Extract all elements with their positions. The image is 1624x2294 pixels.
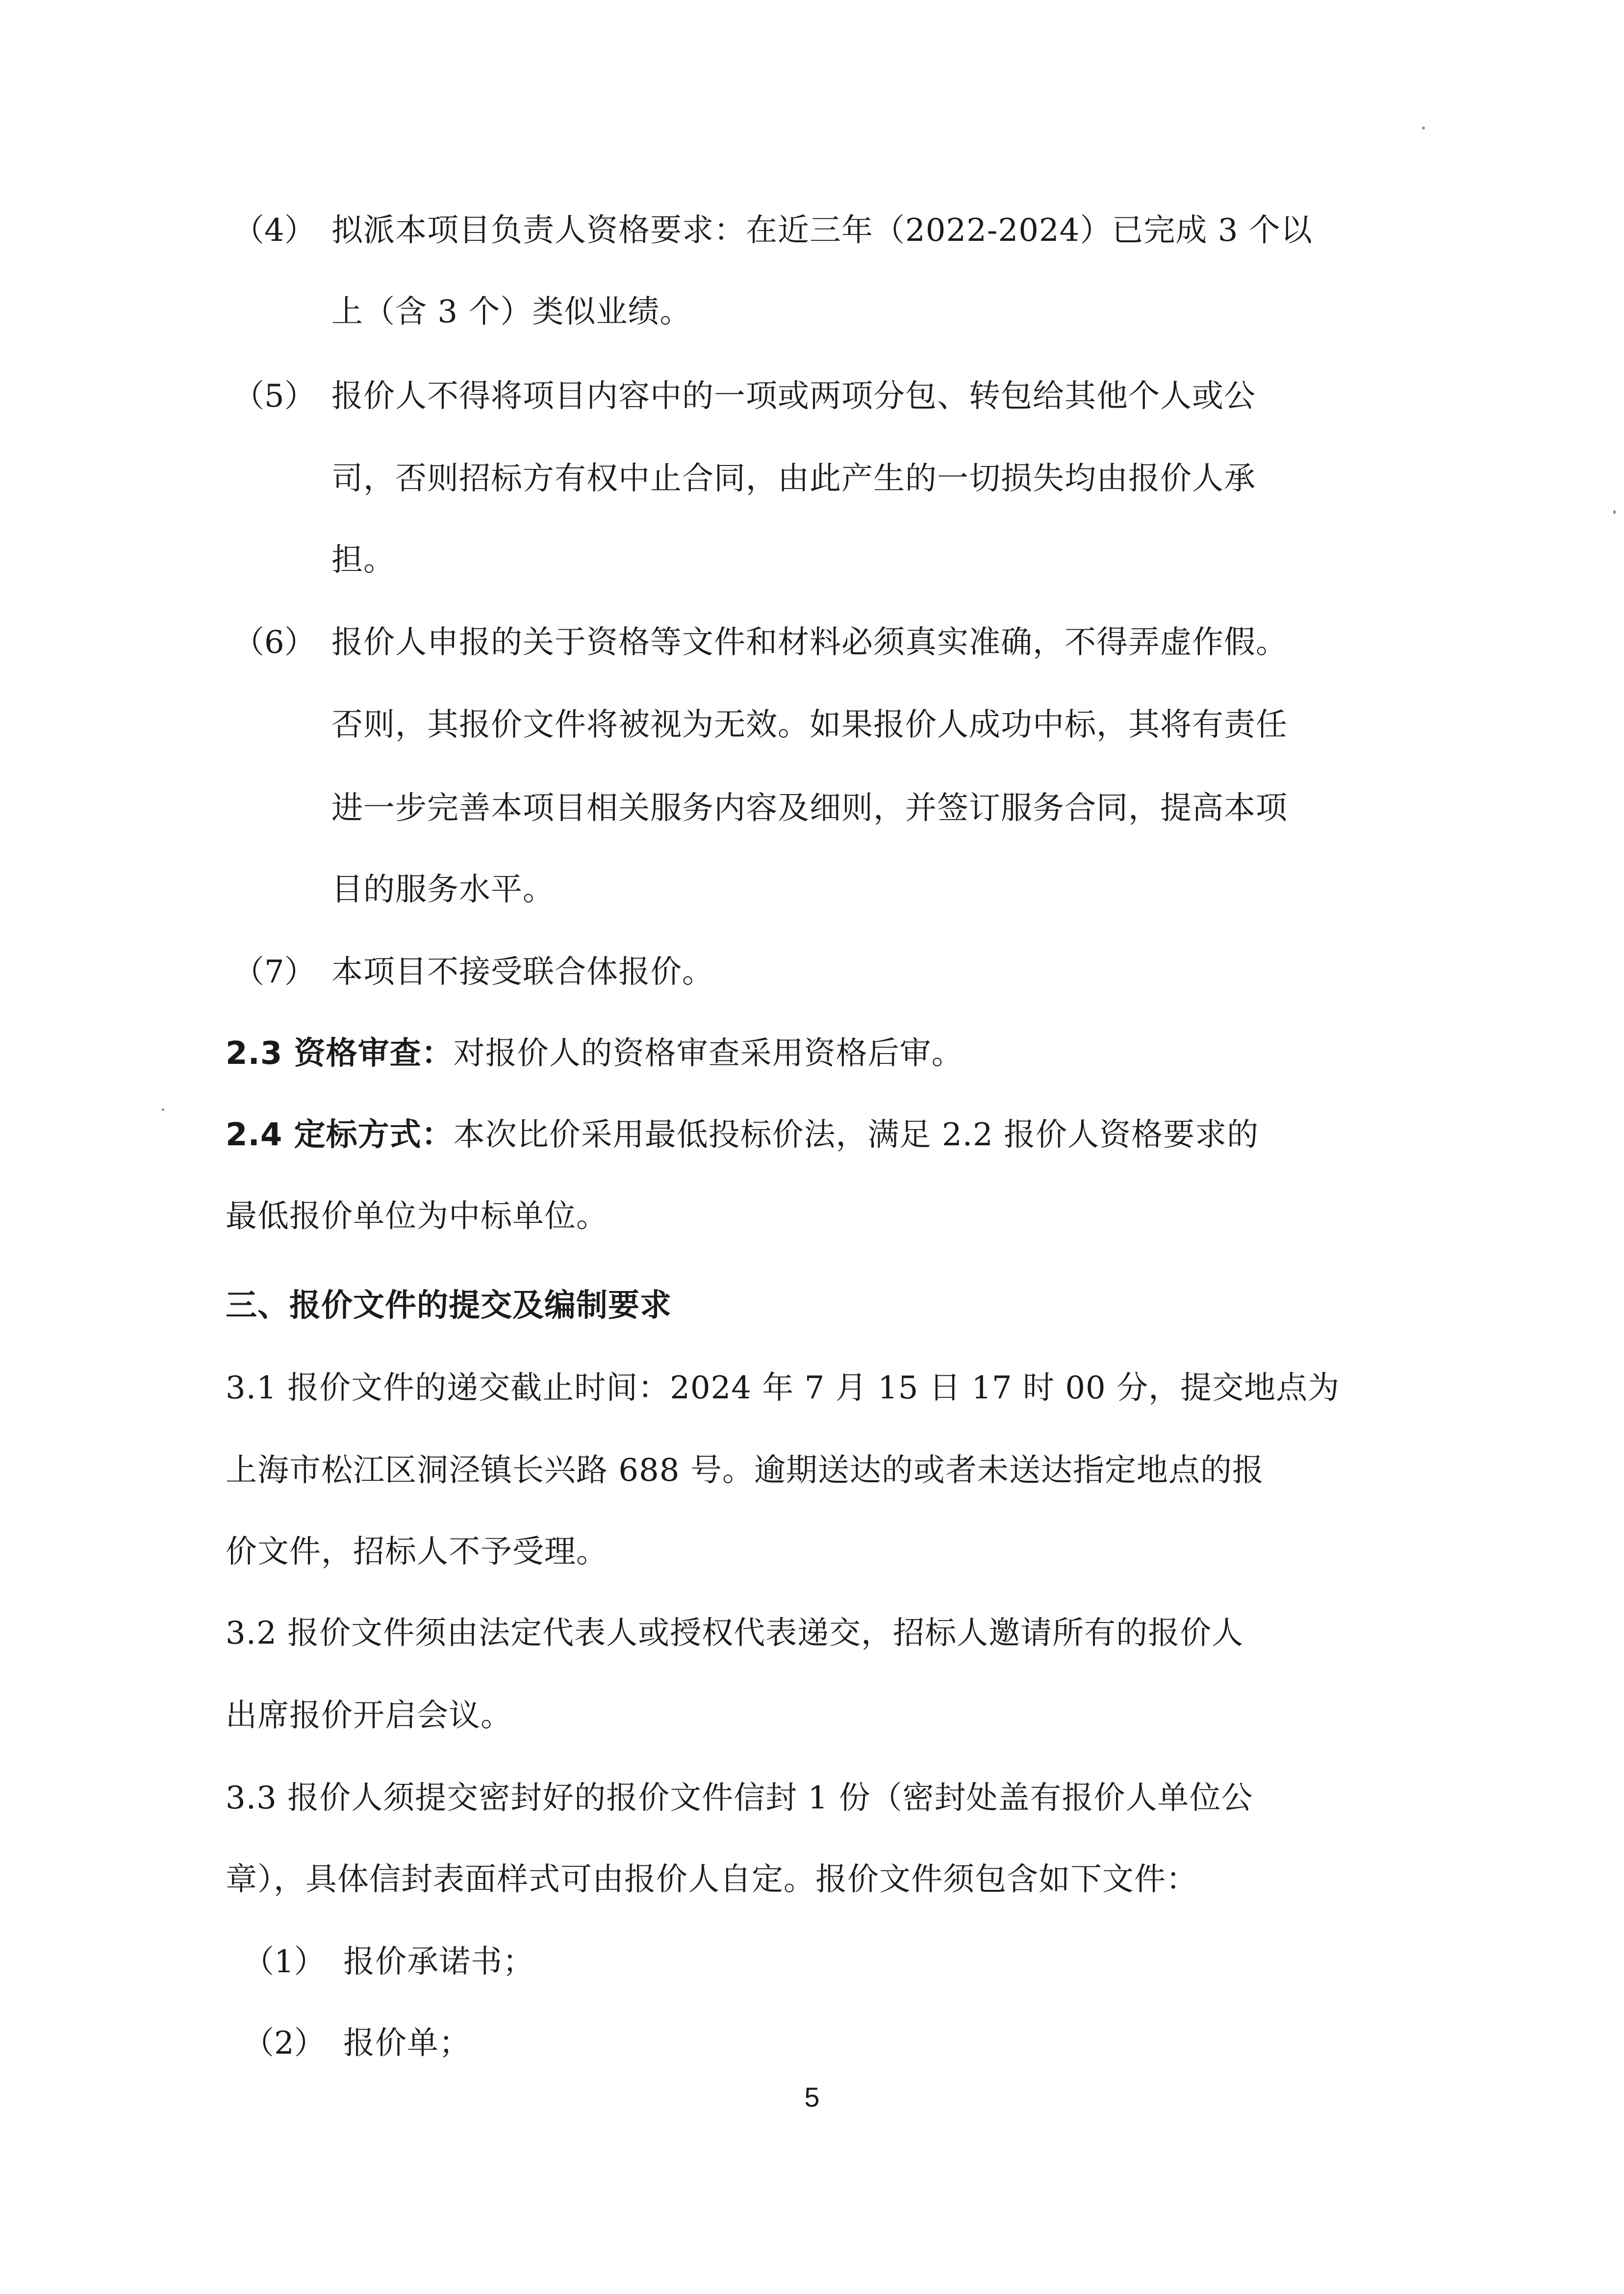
item-line: 报价人申报的关于资格等文件和材料必须真实准确，不得弄虚作假。 bbox=[331, 624, 1288, 661]
item-line: 进一步完善本项目相关服务内容及细则，并签订服务合同，提高本项 bbox=[331, 790, 1288, 826]
clause-line: 出席报价开启会议。 bbox=[226, 1698, 512, 1734]
list-number: （1） bbox=[243, 1944, 326, 1980]
list-item: 报价单； bbox=[343, 2025, 471, 2062]
item-line: 报价人不得将项目内容中的一项或两项分包、转包给其他个人或公 bbox=[331, 378, 1256, 414]
item-line: 拟派本项目负责人资格要求：在近三年（2022-2024）已完成 3 个以 bbox=[331, 212, 1313, 249]
item-number: （4） bbox=[233, 212, 316, 249]
list-number: （2） bbox=[243, 2025, 326, 2062]
item-number: （7） bbox=[233, 954, 316, 990]
clause-line: 3.2 报价文件须由法定代表人或授权代表递交，招标人邀请所有的报价人 bbox=[226, 1615, 1244, 1651]
clause-2-4 bbox=[226, 1111, 1259, 1159]
item-number: （5） bbox=[233, 378, 316, 414]
clause-text: 本次比价采用最低投标价法，满足 2.2 报价人资格要求的 bbox=[453, 1117, 1259, 1153]
clause-label: 2.3 资格审查： bbox=[226, 1035, 454, 1072]
clause-text: 对报价人的资格审查采用资格后审。 bbox=[453, 1035, 964, 1072]
clause-label: 2.4 定标方式： bbox=[226, 1117, 454, 1153]
item-line: 否则，其报价文件将被视为无效。如果报价人成功中标，其将有责任 bbox=[331, 707, 1288, 743]
clause-line: 最低报价单位为中标单位。 bbox=[226, 1198, 608, 1235]
clause-line: 3.1 报价文件的递交截止时间：2024 年 7 月 15 日 17 时 00 分，提交地点为 bbox=[226, 1370, 1340, 1406]
item-line: 目的服务水平。 bbox=[331, 872, 555, 908]
list-item: 报价承诺书； bbox=[343, 1944, 534, 1980]
section-heading: 三、报价文件的提交及编制要求 bbox=[226, 1288, 672, 1324]
item-line: 上（含 3 个）类似业绩。 bbox=[331, 294, 692, 330]
clause-line: 上海市松江区洞泾镇长兴路 688 号。逾期送达的或者未送达指定地点的报 bbox=[226, 1452, 1264, 1489]
clause-line: 章），具体信封表面样式可由报价人自定。报价文件须包含如下文件： bbox=[226, 1861, 1198, 1898]
scan-speck bbox=[1422, 127, 1425, 129]
clause-2-3 bbox=[226, 1030, 964, 1077]
clause-line: 价文件，招标人不予受理。 bbox=[226, 1534, 608, 1570]
item-line: 担。 bbox=[331, 542, 395, 578]
page-number: 5 bbox=[804, 2082, 820, 2113]
item-line: 本项目不接受联合体报价。 bbox=[331, 954, 714, 990]
item-number: （6） bbox=[233, 624, 316, 661]
item-line: 司，否则招标方有权中止合同，由此产生的一切损失均由报价人承 bbox=[331, 461, 1256, 497]
clause-line: 3.3 报价人须提交密封好的报价文件信封 1 份（密封处盖有报价人单位公 bbox=[226, 1780, 1253, 1816]
scan-speck bbox=[1613, 510, 1616, 514]
scan-speck bbox=[162, 1108, 164, 1111]
